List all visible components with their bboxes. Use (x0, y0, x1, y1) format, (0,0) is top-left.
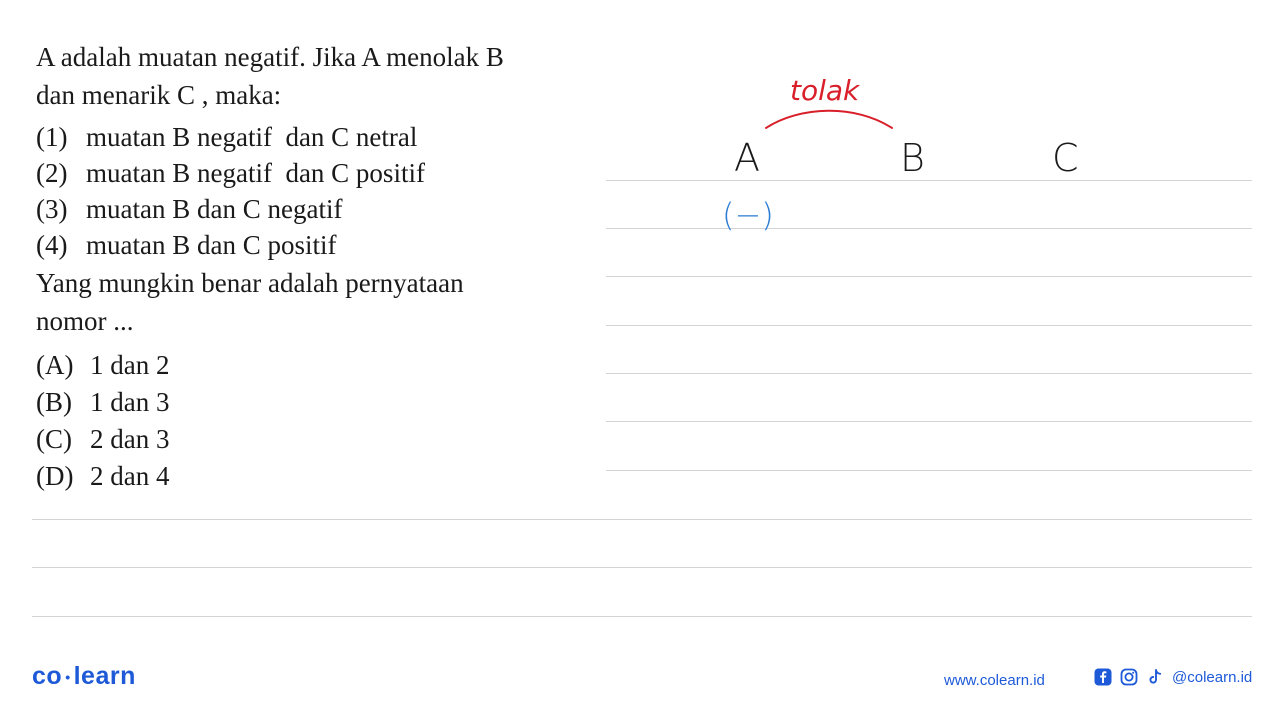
logo-text-left: co (32, 662, 63, 690)
logo-text-right: learn (73, 662, 136, 690)
tiktok-icon (1146, 668, 1164, 686)
statement-text: muatan B negatif dan C netral (86, 122, 418, 152)
ruled-line (32, 519, 1252, 520)
choice-text: 1 dan 3 (90, 387, 170, 417)
choice-text: 2 dan 4 (90, 461, 170, 491)
ruled-line (606, 180, 1252, 181)
annotation-tolak: tolak (790, 74, 860, 107)
choice-text: 1 dan 2 (90, 350, 170, 380)
social-links (1094, 668, 1252, 686)
annotation-label-b: B (900, 136, 925, 180)
answer-choice (36, 420, 606, 458)
annotation-label-c: C (1052, 136, 1079, 180)
statement-number: (1) (36, 122, 68, 152)
social-handle: @colearn.id (1172, 668, 1253, 686)
annotation-label-a: A (734, 136, 760, 180)
choice-text: 2 dan 3 (90, 424, 170, 454)
brand-logo (32, 662, 136, 691)
choice-letter: (C) (36, 424, 72, 454)
choice-letter: (A) (36, 350, 74, 380)
statement-text: muatan B dan C negatif (86, 194, 343, 224)
question-block (36, 38, 606, 495)
ruled-line (606, 325, 1252, 326)
statement-number: (3) (36, 194, 68, 224)
annotation-charge-a: (−) (722, 196, 774, 234)
ruled-line (606, 421, 1252, 422)
question-prompt-line: Yang mungkin benar adalah pernyataan (36, 268, 464, 298)
ruled-line (32, 567, 1252, 568)
ruled-line (606, 373, 1252, 374)
choice-letter: (D) (36, 461, 74, 491)
statement-item (36, 154, 606, 192)
logo-dot: • (65, 669, 71, 686)
answer-choice (36, 346, 606, 384)
question-prompt-line: nomor ... (36, 306, 134, 336)
website-url: www.colearn.id (944, 672, 1045, 689)
answer-choice (36, 383, 606, 421)
choice-letter: (B) (36, 387, 72, 417)
ruled-line (606, 228, 1252, 229)
statement-item (36, 226, 606, 264)
answer-choice (36, 457, 606, 495)
statement-item (36, 190, 606, 228)
statement-number: (2) (36, 158, 68, 188)
repel-arc (760, 106, 900, 136)
question-stem-line: dan menarik C , maka: (36, 80, 282, 110)
statement-number: (4) (36, 230, 68, 260)
facebook-icon (1094, 668, 1112, 686)
question-stem-line: A adalah muatan negatif. Jika A menolak B (36, 42, 504, 72)
instagram-icon (1120, 668, 1138, 686)
statement-text: muatan B negatif dan C positif (86, 158, 425, 188)
ruled-line (606, 276, 1252, 277)
statement-text: muatan B dan C positif (86, 230, 337, 260)
statement-item (36, 118, 606, 156)
ruled-line (32, 616, 1252, 617)
ruled-line (606, 470, 1252, 471)
